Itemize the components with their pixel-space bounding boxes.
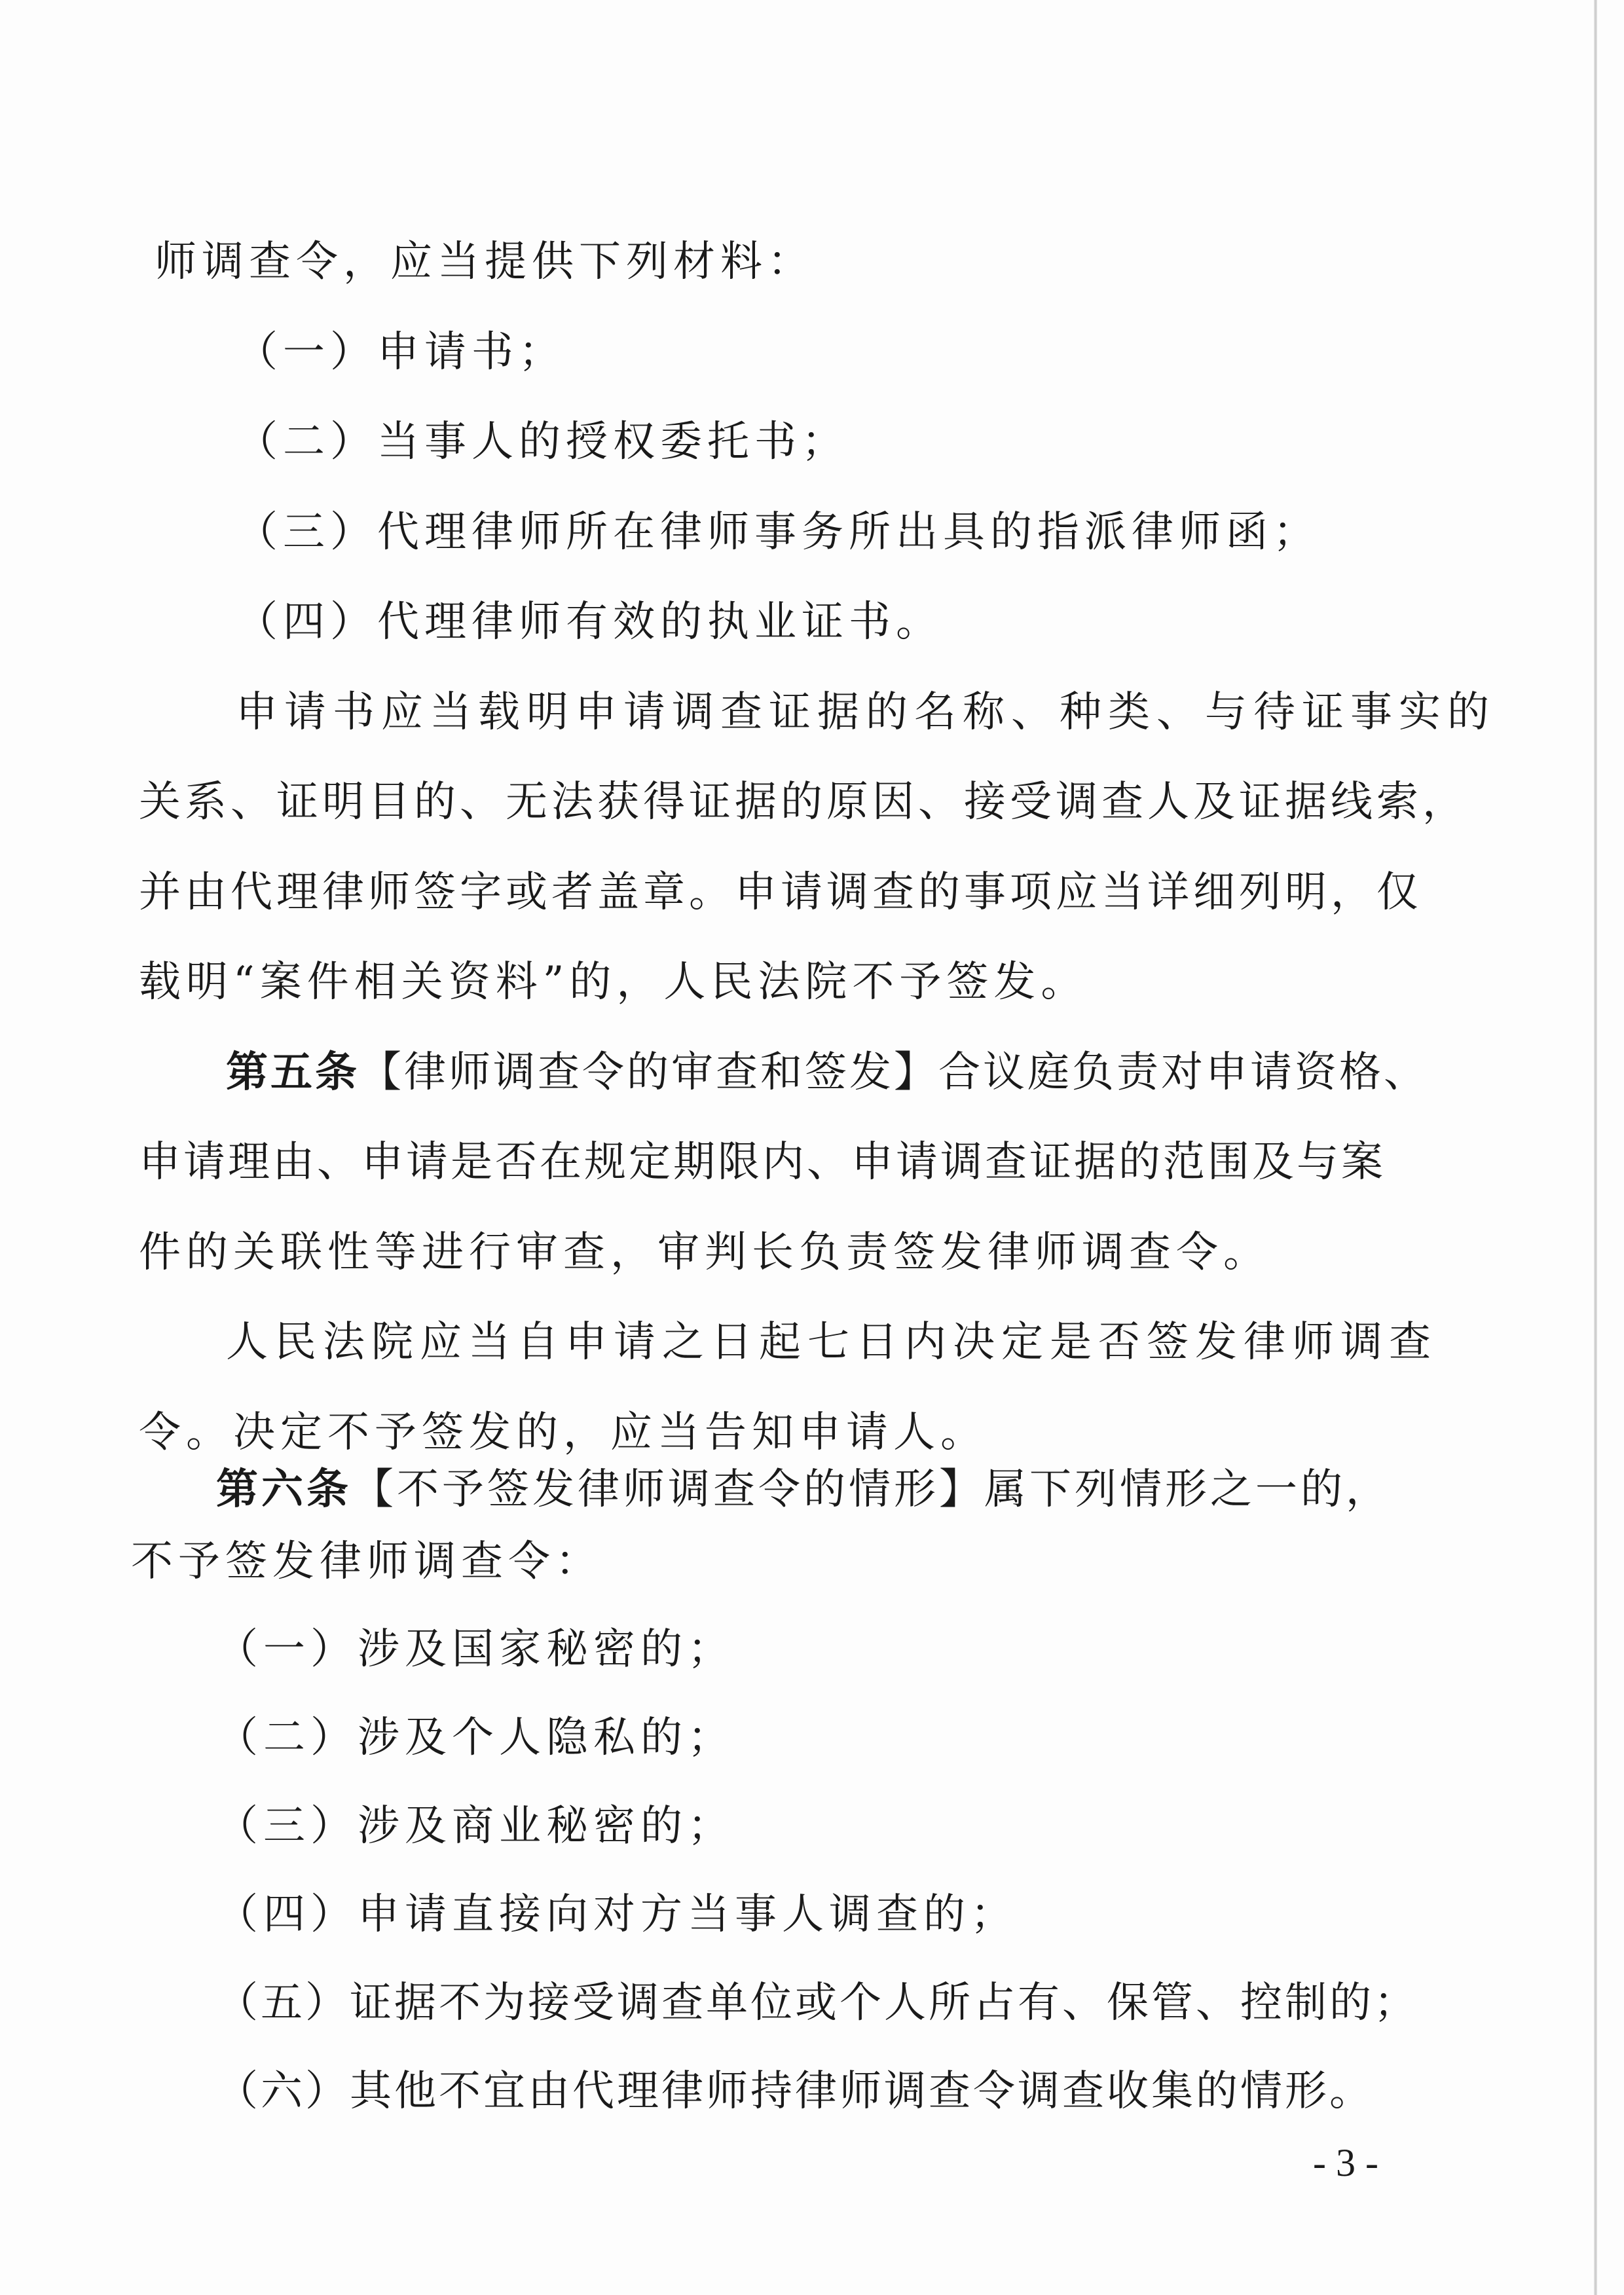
text-line-11: 申请理由、申请是否在规定期限内、申请调查证据的范围及与案	[139, 1138, 1386, 1186]
text-line-20: （四）申请直接向对方当事人调查的；	[216, 1890, 1018, 1939]
text-line-16: 不予签发律师调查令：	[131, 1537, 602, 1586]
text-line-17: （一）涉及国家秘密的；	[216, 1625, 735, 1674]
text-line-13: 人民法院应当自申请之日起七日内决定是否签发律师调查	[226, 1318, 1437, 1367]
text-line-21: （五）证据不为接受调查单位或个人所占有、保管、控制的；	[216, 1979, 1418, 2027]
article-5-title: 【律师调查令的审查和签发】合议庭负责对申请资格、	[360, 1048, 1428, 1097]
text-line-19: （三）涉及商业秘密的；	[216, 1802, 735, 1850]
text-line-5: （四）代理律师有效的执业证书。	[236, 598, 943, 646]
article-5-line	[226, 1043, 1428, 1102]
text-line-4: （三）代理律师所在律师事务所出具的指派律师函；	[236, 508, 1320, 557]
text-line-18: （二）涉及个人隐私的；	[216, 1714, 735, 1762]
text-line-7: 关系、证明目的、无法获得证据的原因、接受调查人及证据线索，	[139, 778, 1468, 826]
article-5-heading: 第五条	[226, 1048, 360, 1097]
text-line-2: （一）申请书；	[236, 328, 566, 376]
text-line-1: 师调查令，应当提供下列材料：	[155, 238, 815, 286]
text-line-22: （六）其他不宜由代理律师持律师调查令调查收集的情形。	[216, 2067, 1374, 2116]
text-line-14: 令。决定不予签发的，应当告知申请人。	[139, 1408, 987, 1457]
article-6-heading: 第六条	[216, 1465, 352, 1514]
text-line-8: 并由代理律师签字或者盖章。申请调查的事项应当详细列明，仅	[139, 868, 1422, 917]
text-line-6: 申请书应当载明申请调查证据的名称、种类、与待证事实的	[236, 688, 1496, 737]
scan-edge	[1594, 0, 1597, 2295]
text-line-12: 件的关联性等进行审查，审判长负责签发律师调查令。	[139, 1228, 1270, 1277]
article-6-title: 【不予签发律师调查令的情形】属下列情形之一的，	[352, 1465, 1391, 1514]
page-number: - 3 -	[1313, 2141, 1378, 2184]
text-line-9: 载明“案件相关资料”的，人民法院不予签发。	[139, 958, 1088, 1006]
article-6-line	[216, 1460, 1391, 1519]
text-line-3: （二）当事人的授权委托书；	[236, 418, 849, 466]
